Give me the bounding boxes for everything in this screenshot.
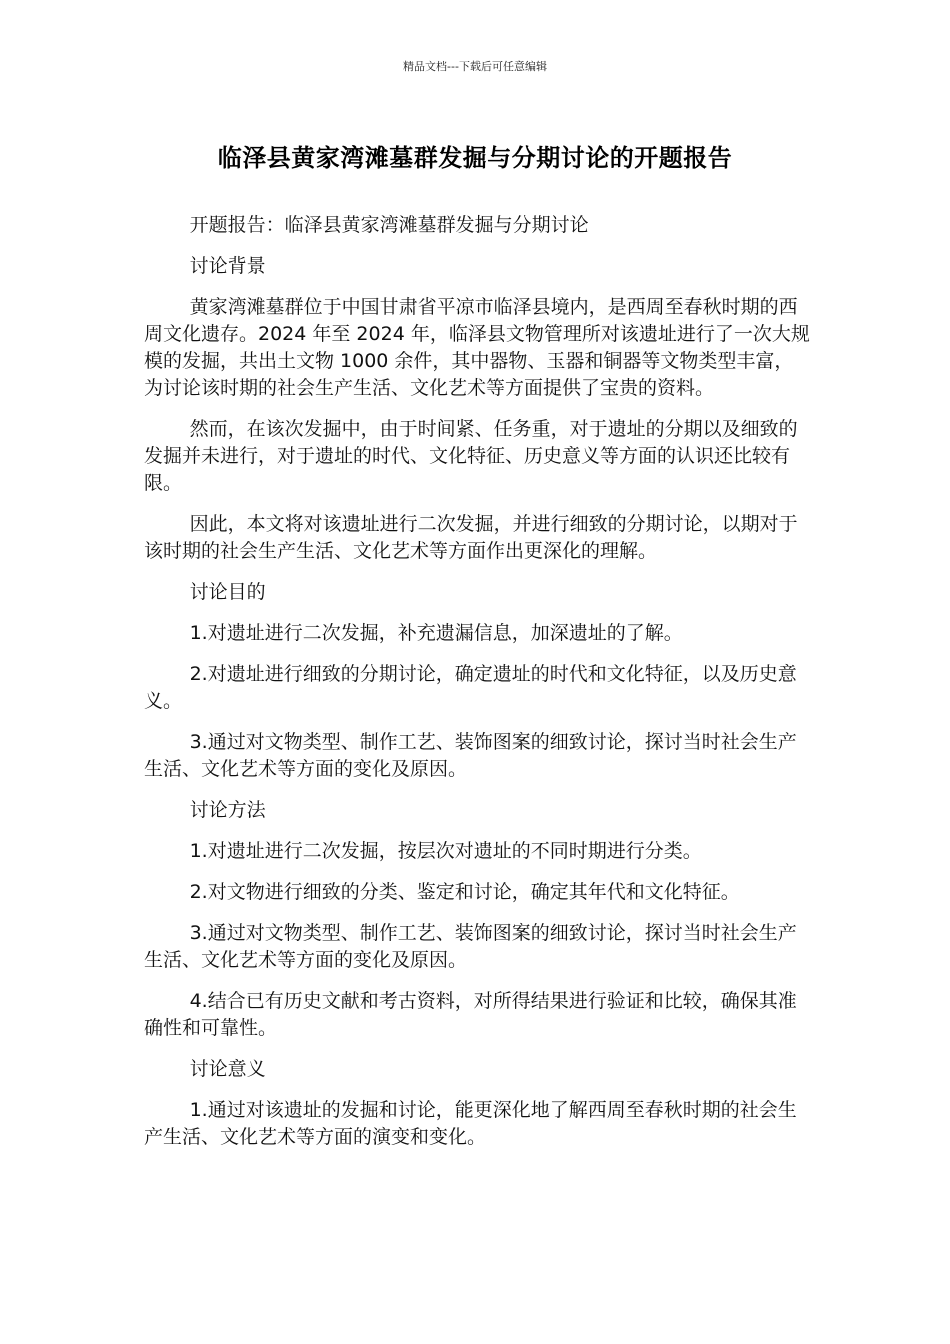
section-heading-purpose: 讨论目的 bbox=[189, 581, 266, 603]
subtitle-paragraph: 开题报告：临泽县黄家湾滩墓群发掘与分期讨论 bbox=[189, 214, 589, 236]
body-paragraph: 黄家湾滩墓群位于中国甘肃省平凉市临泽县境内，是西周至春秋时期的西周文化遗存。2024 年至 2024 年，临泽县文物管理所对该遗址进行了一次大规模的发掘，共出土文物 1000 余件，其中器物、玉器和铜器等文物类型丰富，为讨论该时期的社会生产生活、文化艺术等方面提供了宝贵的资料。 bbox=[144, 296, 810, 399]
page-header: 精品文档---下载后可任意编辑 bbox=[403, 60, 547, 73]
list-item: 3.通过对文物类型、制作工艺、装饰图案的细致讨论，探讨当时社会生产生活、文化艺术等方面的变化及原因。 bbox=[144, 922, 797, 971]
list-item: 1.通过对该遗址的发掘和讨论，能更深化地了解西周至春秋时期的社会生产生活、文化艺术等方面的演变和变化。 bbox=[144, 1099, 797, 1148]
list-item: 4.结合已有历史文献和考古资料，对所得结果进行验证和比较，确保其准确性和可靠性。 bbox=[144, 990, 797, 1039]
list-item: 2.对遗址进行细致的分期讨论，确定遗址的时代和文化特征，以及历史意义。 bbox=[144, 663, 797, 712]
body-paragraph: 因此，本文将对该遗址进行二次发掘，并进行细致的分期讨论，以期对于该时期的社会生产生活、文化艺术等方面作出更深化的理解。 bbox=[144, 513, 798, 562]
body-paragraph: 然而，在该次发掘中，由于时间紧、任务重，对于遗址的分期以及细致的发掘并未进行，对于遗址的时代、文化特征、历史意义等方面的认识还比较有限。 bbox=[144, 418, 798, 494]
list-item: 2.对文物进行细致的分类、鉴定和讨论，确定其年代和文化特征。 bbox=[189, 881, 740, 903]
section-heading-significance: 讨论意义 bbox=[189, 1058, 266, 1080]
document-body bbox=[144, 212, 810, 1165]
section-heading-method: 讨论方法 bbox=[189, 799, 266, 821]
document-title: 临泽县黄家湾滩墓群发掘与分期讨论的开题报告 bbox=[217, 144, 733, 172]
list-item: 3.通过对文物类型、制作工艺、装饰图案的细致讨论，探讨当时社会生产生活、文化艺术等方面的变化及原因。 bbox=[144, 731, 797, 780]
section-heading-background: 讨论背景 bbox=[189, 255, 266, 277]
list-item: 1.对遗址进行二次发掘，补充遗漏信息，加深遗址的了解。 bbox=[189, 622, 683, 644]
list-item: 1.对遗址进行二次发掘，按层次对遗址的不同时期进行分类。 bbox=[189, 840, 702, 862]
